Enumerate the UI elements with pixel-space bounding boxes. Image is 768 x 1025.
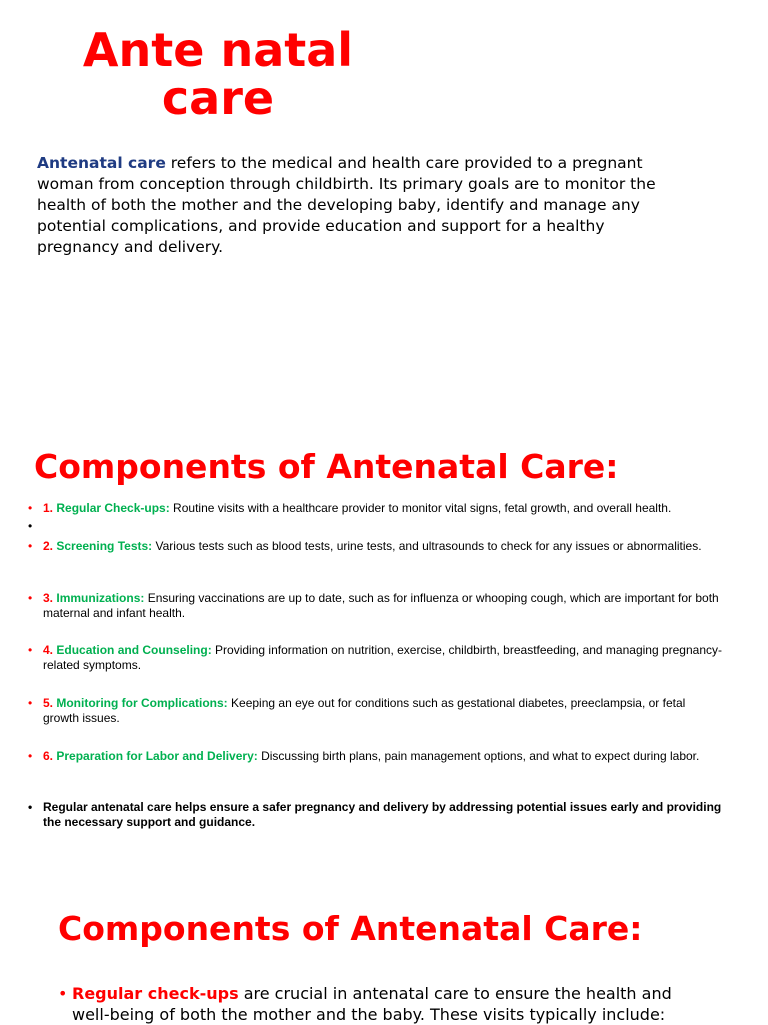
item-label: Screening Tests: bbox=[56, 539, 153, 553]
list-item bbox=[28, 643, 723, 673]
list-item bbox=[28, 539, 723, 554]
item-label: Monitoring for Complications: bbox=[56, 696, 228, 710]
item-label: Education and Counseling: bbox=[56, 643, 212, 657]
item-label: Regular Check-ups: bbox=[56, 501, 170, 515]
item-number: 2. bbox=[43, 539, 54, 553]
item-number: 1. bbox=[43, 501, 54, 515]
summary-text: Regular antenatal care helps ensure a safer pregnancy and delivery by addressing potential issues early and providing the necessary support and guidance. bbox=[43, 800, 722, 829]
item-number: 6. bbox=[43, 749, 54, 763]
list-item bbox=[28, 501, 723, 516]
section-heading-components-2: Components of Antenatal Care: bbox=[58, 909, 643, 948]
section-heading-components: Components of Antenatal Care: bbox=[34, 447, 619, 486]
item-text: Keeping an eye out for conditions such as gestational diabetes, preeclampsia, or fetal growth issues. bbox=[43, 696, 686, 725]
bullet: • bbox=[28, 749, 33, 763]
intro-term: Antenatal care bbox=[37, 154, 166, 172]
item-number: 3. bbox=[43, 591, 54, 605]
item-text: are crucial in antenatal care to ensure the health and well-being of both the mother and the baby. These visits typically include: bbox=[72, 984, 672, 1024]
item-text: Discussing birth plans, pain management options, and what to expect during labor. bbox=[257, 749, 700, 763]
item-text: Ensuring vaccinations are up to date, such as for influenza or whooping cough, which are important for both maternal and infant health. bbox=[43, 591, 719, 620]
list-item bbox=[28, 591, 723, 621]
bullet: • bbox=[28, 643, 33, 657]
item-text: Routine visits with a healthcare provider to monitor vital signs, fetal growth, and overall health. bbox=[169, 501, 672, 515]
bullet: • bbox=[28, 501, 33, 515]
item-text: Providing information on nutrition, exercise, childbirth, breastfeeding, and managing pregnancy-related symptoms. bbox=[43, 643, 722, 672]
bullet: • bbox=[28, 591, 33, 605]
intro-text: refers to the medical and health care provided to a pregnant woman from conception through childbirth. Its primary goals are to monitor the health of both the mother and the developing baby, identify and manage any potential complications, and provide education and support for a healthy pregnancy and delivery. bbox=[37, 154, 656, 256]
item-text: Various tests such as blood tests, urine tests, and ultrasounds to check for any issues or abnormalities. bbox=[152, 539, 702, 553]
list-item bbox=[28, 749, 723, 764]
item-label: Preparation for Labor and Delivery: bbox=[56, 749, 258, 763]
bullet: • bbox=[28, 539, 33, 553]
bullet: • bbox=[28, 519, 33, 533]
item-number: 4. bbox=[43, 643, 54, 657]
item-number: 5. bbox=[43, 696, 54, 710]
item-label: Regular check-ups bbox=[72, 984, 239, 1003]
list-item bbox=[28, 696, 723, 726]
bullet: • bbox=[58, 984, 68, 1003]
summary-item bbox=[28, 800, 723, 830]
list-item bbox=[58, 983, 708, 1025]
intro-paragraph bbox=[37, 153, 677, 258]
page-title: Ante natal care bbox=[82, 23, 354, 125]
checkups-list bbox=[58, 983, 708, 1025]
bullet: • bbox=[28, 800, 33, 814]
bullet: • bbox=[28, 696, 33, 710]
item-label: Immunizations: bbox=[56, 591, 145, 605]
